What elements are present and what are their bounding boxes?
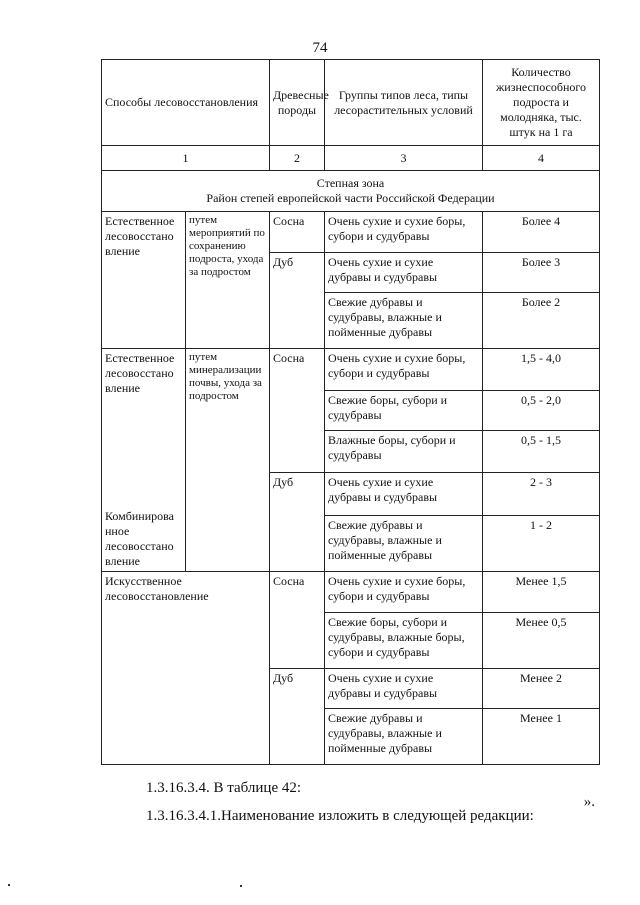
method-natural-2-combined [102, 349, 186, 572]
species-pine: Сосна [270, 212, 325, 253]
forest-type: Влажные боры, субори и судубравы [325, 431, 483, 473]
forest-type: Свежие дубравы и судубравы, влажные и пойменные дубравы [325, 516, 483, 572]
col-number-1: 1 [102, 146, 270, 171]
forest-type: Очень сухие и сухие боры, субори и судубравы [325, 572, 483, 613]
forest-type: Очень сухие и сухие дубравы и судубравы [325, 253, 483, 293]
species-oak: Дуб [270, 473, 325, 572]
forest-type: Свежие дубравы и судубравы, влажные и пойменные дубравы [325, 709, 483, 765]
method-natural-2: Естественное лесовосстано вление [105, 351, 175, 395]
page-number: 74 [312, 40, 328, 56]
forest-type: Очень сухие и сухие боры, субори и судубравы [325, 212, 483, 253]
forest-type: Свежие боры, субори и судубравы [325, 391, 483, 431]
quantity-value: Менее 0,5 [483, 613, 600, 669]
header-methods: Способы лесовосстановления [102, 60, 270, 146]
species-oak: Дуб [270, 669, 325, 765]
quantity-value: 1,5 - 4,0 [483, 349, 600, 391]
submethod-mineralization: путем минерализации почвы, ухода за подростом [186, 349, 270, 572]
zone-heading [102, 171, 600, 212]
quantity-value: 2 - 3 [483, 473, 600, 516]
forest-type: Очень сухие и сухие боры, субори и судубравы [325, 349, 483, 391]
paragraph-name-change: 1.3.16.3.4.1.Наименование изложить в следующей редакции: [146, 808, 534, 824]
zone-title: Степная зона [316, 176, 385, 190]
quantity-value: Менее 2 [483, 669, 600, 709]
submethod-preservation: путем мероприятий по сохранению подроста, ухода за подростом [186, 212, 270, 349]
species-oak: Дуб [270, 253, 325, 349]
quantity-value: Более 2 [483, 293, 600, 349]
header-forest-types: Группы типов леса, типы лесорастительных условий [325, 60, 483, 146]
scan-speck [240, 885, 242, 887]
method-artificial: Искусственное лесовосстановление [102, 572, 270, 765]
col-number-4: 4 [483, 146, 600, 171]
quantity-value: 0,5 - 2,0 [483, 391, 600, 431]
header-species: Древесные породы [270, 60, 325, 146]
species-pine: Сосна [270, 572, 325, 669]
paragraph-table-42: 1.3.16.3.4. В таблице 42: [146, 780, 302, 796]
method-combined: Комбинирова нное лесовосстано вление [105, 509, 174, 568]
quantity-value: Менее 1 [483, 709, 600, 765]
species-pine: Сосна [270, 349, 325, 473]
method-natural-1: Естественное лесовосстано вление [102, 212, 186, 349]
forest-type: Свежие боры, субори и судубравы, влажные боры, субори и судубравы [325, 613, 483, 669]
quantity-value: Более 3 [483, 253, 600, 293]
col-number-3: 3 [325, 146, 483, 171]
closing-quote: ». [583, 794, 595, 810]
quantity-value: 1 - 2 [483, 516, 600, 572]
col-number-2: 2 [270, 146, 325, 171]
quantity-value: Менее 1,5 [483, 572, 600, 613]
reforestation-table [101, 59, 600, 765]
header-quantity: Количество жизнеспособного подроста и молодняка, тыс. штук на 1 га [483, 60, 600, 146]
forest-type: Очень сухие и сухие дубравы и судубравы [325, 473, 483, 516]
quantity-value: Более 4 [483, 212, 600, 253]
forest-type: Свежие дубравы и судубравы, влажные и пойменные дубравы [325, 293, 483, 349]
zone-region: Район степей европейской части Российской Федерации [206, 191, 495, 205]
scan-speck [8, 884, 10, 886]
quantity-value: 0,5 - 1,5 [483, 431, 600, 473]
forest-type: Очень сухие и сухие дубравы и судубравы [325, 669, 483, 709]
